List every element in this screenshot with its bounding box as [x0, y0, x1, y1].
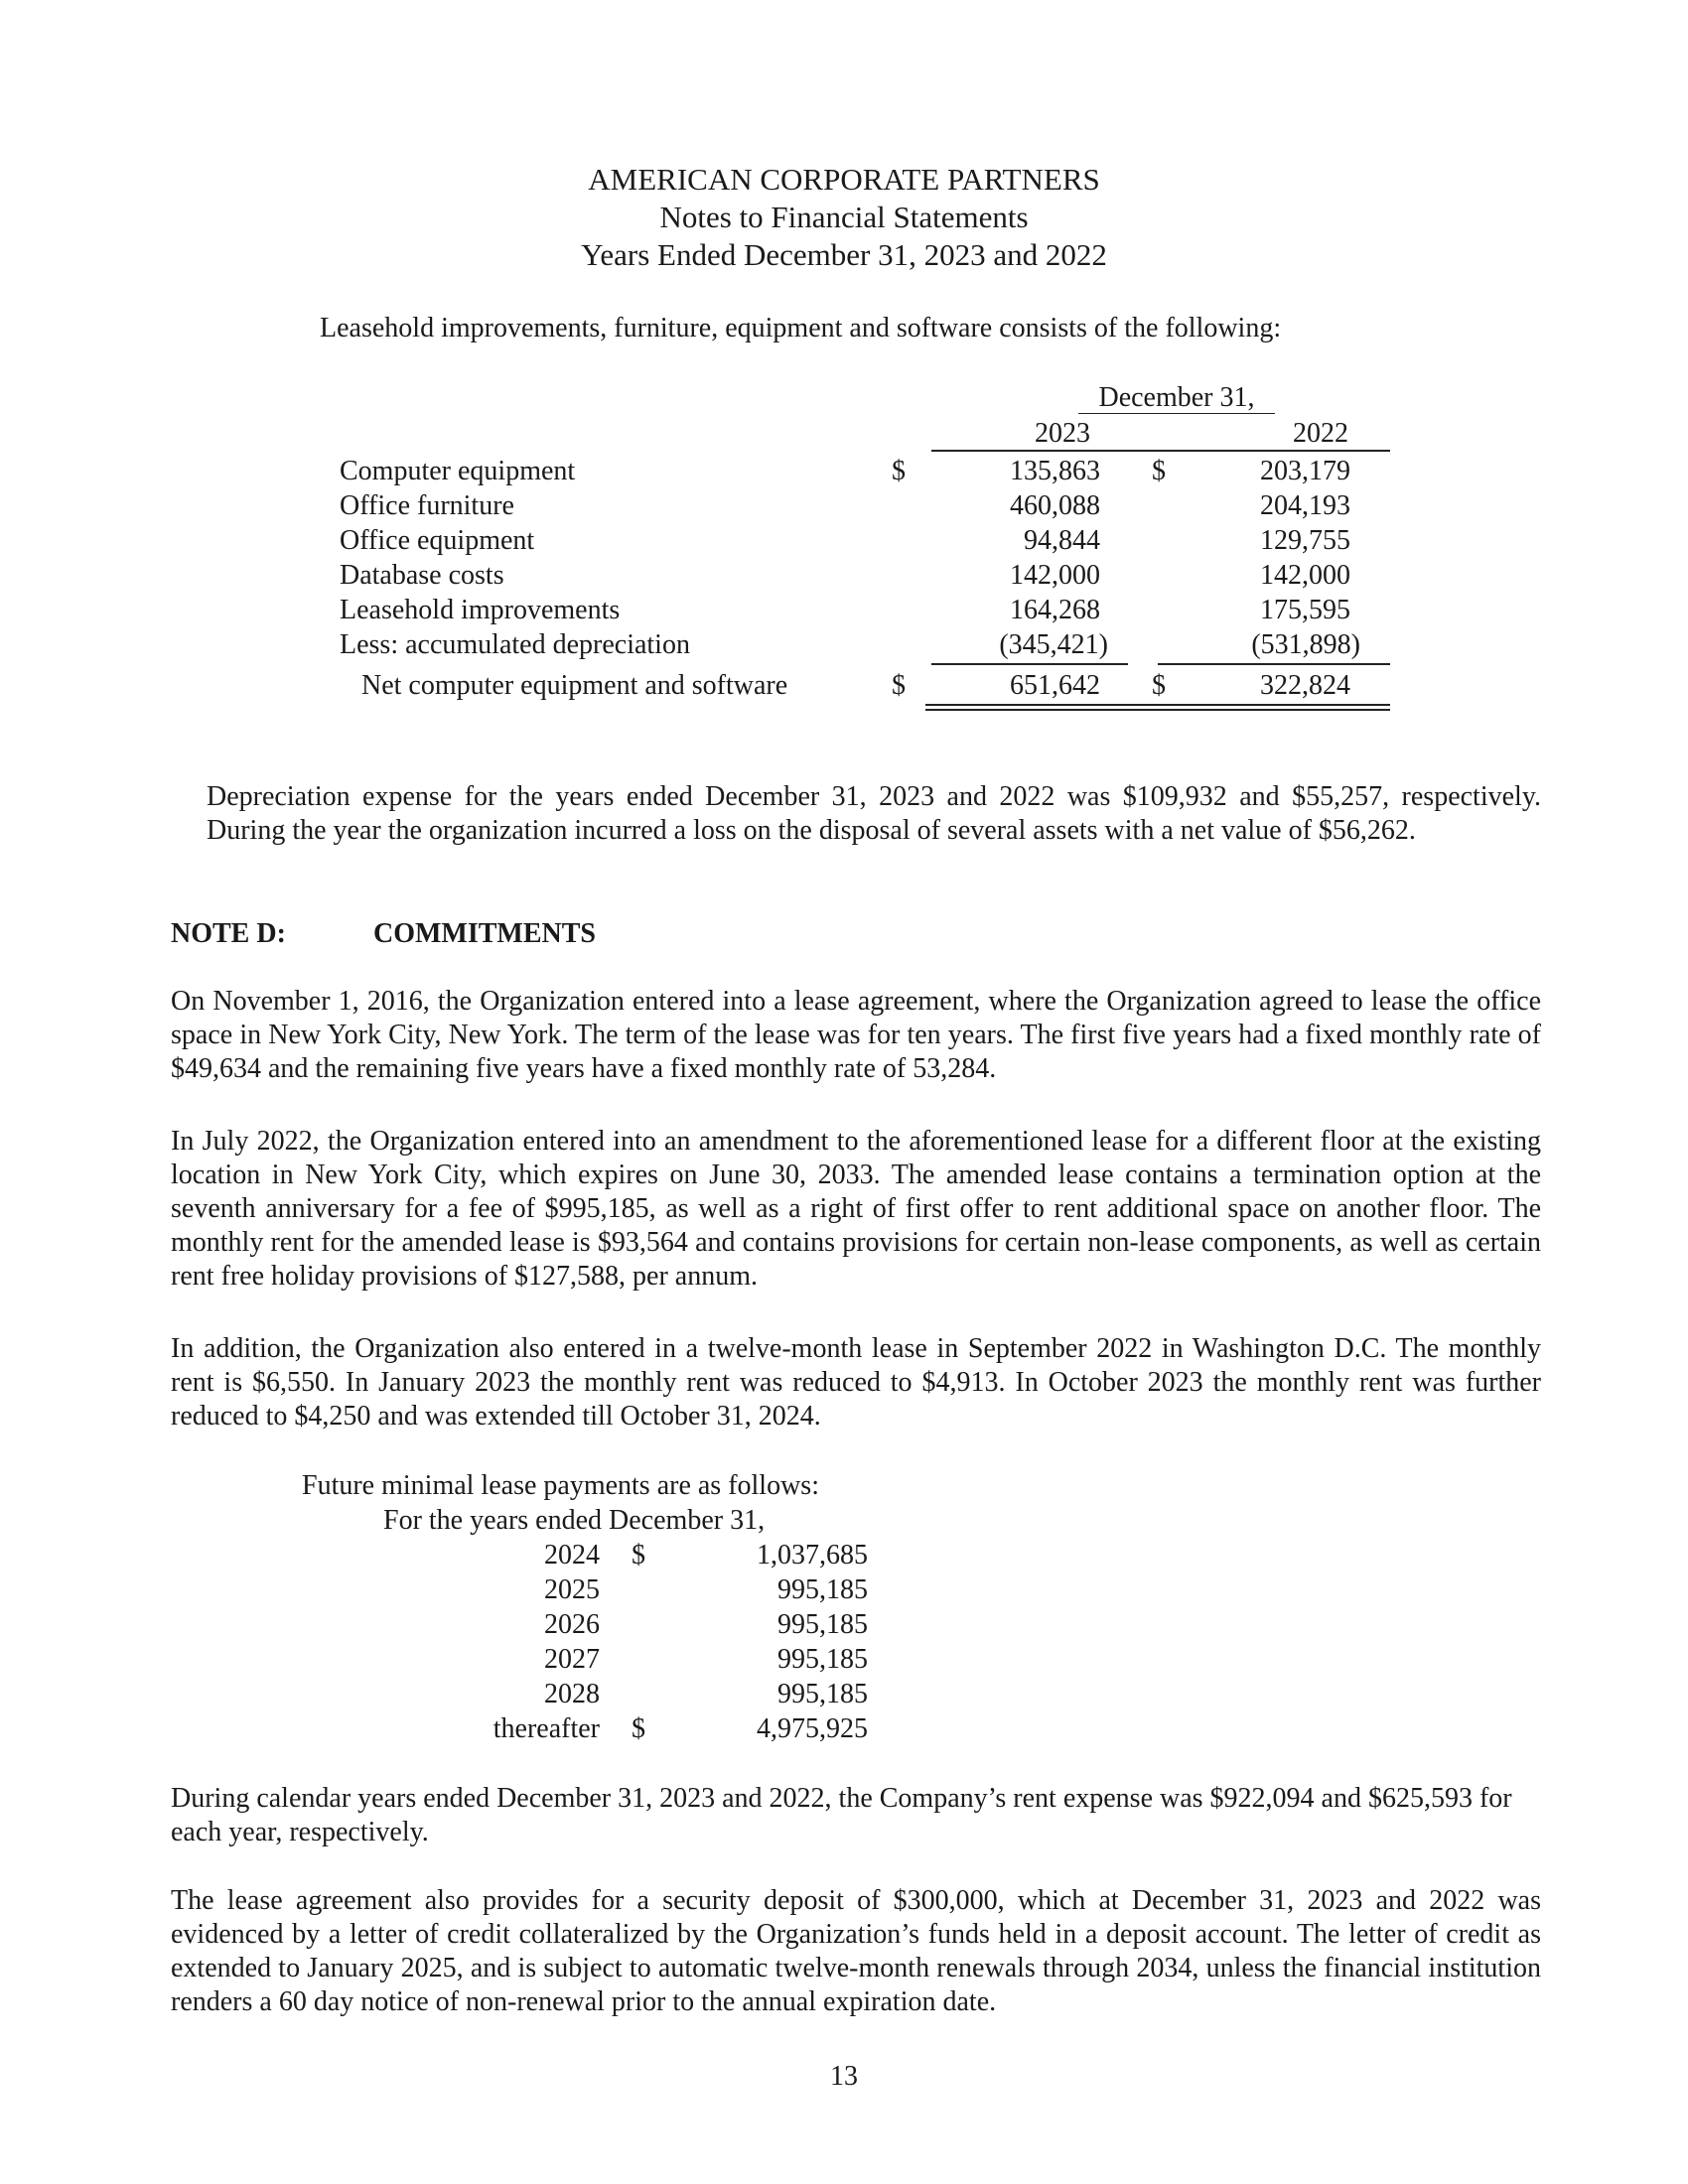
table-cell-2022: 142,000 — [1260, 560, 1350, 591]
table-cell-2022: (531,898) — [1251, 629, 1360, 660]
lease-schedule-subhead: For the years ended December 31, — [383, 1505, 766, 1536]
lease-year: 2025 — [544, 1574, 600, 1605]
rent-expense-paragraph: During calendar years ended December 31, 2023 and 2022, the Company’s rent expense was $922,094 and $625,593 for each year, respectively. — [171, 1783, 1512, 1847]
table-row-label: Office furniture — [340, 490, 514, 521]
lease-year: 2024 — [544, 1540, 600, 1570]
table-total-2022: 322,824 — [1260, 670, 1350, 701]
page-number: 13 — [830, 2061, 858, 2092]
lease-year: 2026 — [544, 1609, 600, 1640]
document-header — [0, 161, 1688, 274]
column-group-header: December 31, — [1098, 382, 1255, 413]
lease-year: 2028 — [544, 1679, 600, 1709]
lease-year: 2027 — [544, 1644, 600, 1675]
lease-amount: 995,185 — [777, 1679, 868, 1709]
table-row-label: Computer equipment — [340, 456, 576, 486]
currency-symbol: $ — [632, 1540, 645, 1570]
organization-name: AMERICAN CORPORATE PARTNERS — [588, 162, 1100, 197]
table-row-label: Leasehold improvements — [340, 595, 621, 625]
column-group-underline — [1078, 413, 1275, 414]
currency-symbol: $ — [892, 456, 906, 486]
lease-amount: 4,975,925 — [757, 1713, 868, 1744]
note-label: NOTE D: — [171, 918, 286, 949]
lease-schedule-intro: Future minimal lease payments are as follows: — [302, 1470, 819, 1501]
lease-amount: 995,185 — [777, 1644, 868, 1675]
fixed-assets-intro: Leasehold improvements, furniture, equipment and software consists of the following: — [320, 313, 1282, 343]
currency-symbol: $ — [892, 670, 906, 701]
subtotal-rule-2023 — [931, 663, 1128, 665]
table-cell-2023: 135,863 — [1010, 456, 1100, 486]
total-double-rule-bottom — [925, 709, 1390, 711]
lease-paragraph-2: In July 2022, the Organization entered into an amendment to the aforementioned lease for a different floor at the existing location in New York City, which expires on June 30, 2033. The amended lease contains a termination option at the seventh anniversary for a fee of $995,185, as well as a right of first offer to rent additional space on another floor. The monthly rent for the amended lease is $93,564 and contains provisions for certain non-lease components, as well as certain rent free holiday provisions of $127,588, per annum. — [171, 1126, 1541, 1292]
note-title: COMMITMENTS — [373, 918, 596, 949]
lease-year: thereafter — [492, 1713, 600, 1744]
lease-paragraph-1: On November 1, 2016, the Organization entered into a lease agreement, where the Organization agreed to lease the office space in New York City, New York. The term of the lease was for ten years. The first five years had a fixed monthly rate of $49,634 and the remaining five years have a fixed monthly rate of 53,284. — [171, 986, 1541, 1084]
column-header-underline — [931, 450, 1390, 452]
table-cell-2022: 175,595 — [1260, 595, 1350, 625]
column-header-2023: 2023 — [1035, 418, 1090, 449]
lease-amount: 1,037,685 — [757, 1540, 868, 1570]
lease-amount: 995,185 — [777, 1609, 868, 1640]
currency-symbol: $ — [1152, 670, 1166, 701]
table-total-2023: 651,642 — [1010, 670, 1100, 701]
table-total-label: Net computer equipment and software — [361, 670, 788, 701]
depreciation-paragraph: Depreciation expense for the years ended December 31, 2023 and 2022 was $109,932 and $55,257, respectively. During the year the organization incurred a loss on the disposal of several assets with a net value of $56,262. — [207, 781, 1541, 846]
table-cell-2023: 94,844 — [1024, 525, 1100, 556]
table-row-label: Less: accumulated depreciation — [340, 629, 690, 660]
lease-paragraph-3: In addition, the Organization also entered in a twelve-month lease in September 2022 in Washington D.C. The monthly rent is $6,550. In January 2023 the monthly rent was reduced to $4,913. In October 2023 the monthly rent was further reduced to $4,250 and was extended till October 31, 2024. — [171, 1333, 1541, 1432]
document-title: Notes to Financial Statements — [659, 200, 1029, 234]
reporting-period: Years Ended December 31, 2023 and 2022 — [581, 237, 1107, 272]
table-cell-2023: 142,000 — [1010, 560, 1100, 591]
table-cell-2023: 164,268 — [1010, 595, 1100, 625]
table-cell-2023: (345,421) — [999, 629, 1108, 660]
total-double-rule-top — [925, 704, 1390, 706]
table-cell-2023: 460,088 — [1010, 490, 1100, 521]
table-cell-2022: 129,755 — [1260, 525, 1350, 556]
lease-amount: 995,185 — [777, 1574, 868, 1605]
table-row-label: Database costs — [340, 560, 504, 591]
column-header-2022: 2022 — [1293, 418, 1348, 449]
table-cell-2022: 204,193 — [1260, 490, 1350, 521]
currency-symbol: $ — [1152, 456, 1166, 486]
currency-symbol: $ — [632, 1713, 645, 1744]
table-cell-2022: 203,179 — [1260, 456, 1350, 486]
security-deposit-paragraph: The lease agreement also provides for a security deposit of $300,000, which at December 31, 2023 and 2022 was evidenced by a letter of credit collateralized by the Organization’s funds held in a deposit account. The letter of credit as extended to January 2025, and is subject to automatic twelve-month renewals through 2034, unless the financial institution renders a 60 day notice of non-renewal prior to the annual expiration date. — [171, 1885, 1541, 2017]
subtotal-rule-2022 — [1158, 663, 1390, 665]
table-row-label: Office equipment — [340, 525, 535, 556]
